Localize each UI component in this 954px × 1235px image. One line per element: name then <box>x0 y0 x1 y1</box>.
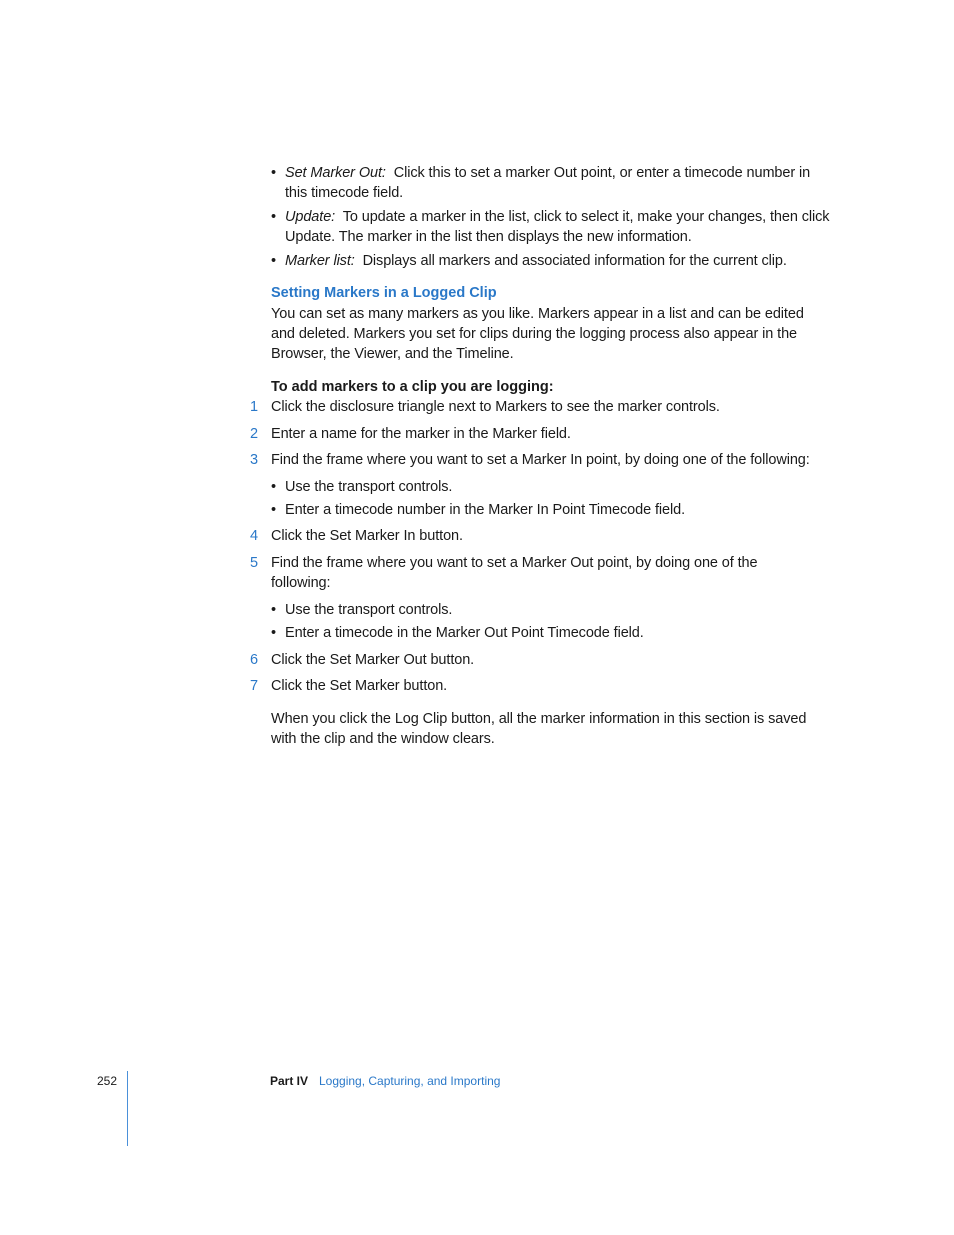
footer-chapter-title: Logging, Capturing, and Importing <box>319 1074 501 1088</box>
bullet-glyph: • <box>271 253 276 269</box>
step3-option-2 <box>271 500 831 520</box>
step-text: Click the Set Marker In button. <box>271 528 463 544</box>
option-text: Enter a timecode number in the Marker In Point Timecode field. <box>285 502 685 518</box>
bullet-text: Displays all markers and associated information for the current clip. <box>362 253 787 269</box>
option-text: Use the transport controls. <box>285 479 453 495</box>
step-5 <box>250 553 830 593</box>
option-text: Use the transport controls. <box>285 602 453 618</box>
bullet-marker-list <box>271 251 831 271</box>
page-number: 252 <box>97 1074 118 1088</box>
intro-paragraph: You can set as many markers as you like. Markers appear in a list and can be edited and deleted. Markers you set for clips during the logging process also appear in the Browser, the Viewer, and the Timeline. <box>271 306 804 362</box>
step5-option-1 <box>271 600 831 620</box>
procedure-title: To add markers to a clip you are logging: <box>271 379 554 395</box>
step-text: Enter a name for the marker in the Marker field. <box>271 426 571 442</box>
step-number: 5 <box>250 555 258 571</box>
bullet-term: Set Marker Out: <box>285 165 386 181</box>
step-number: 4 <box>250 528 258 544</box>
step-number: 6 <box>250 652 258 668</box>
step-number: 2 <box>250 426 258 442</box>
step-number: 7 <box>250 678 258 694</box>
footer-divider <box>127 1071 128 1146</box>
step-text: Find the frame where you want to set a Marker In point, by doing one of the following: <box>271 452 810 468</box>
step-3 <box>250 450 830 470</box>
step-number: 1 <box>250 399 258 415</box>
footer-part-label: Part IV <box>270 1074 309 1088</box>
bullet-glyph: • <box>271 165 276 181</box>
closing-paragraph: When you click the Log Clip button, all the marker information in this section is saved with the clip and the window clears. <box>271 711 807 747</box>
step-number: 3 <box>250 452 258 468</box>
bullet-set-marker-out <box>271 163 831 203</box>
bullet-glyph: • <box>271 602 276 618</box>
step-text: Click the disclosure triangle next to Markers to see the marker controls. <box>271 399 720 415</box>
step3-option-1 <box>271 477 831 497</box>
bullet-term: Marker list: <box>285 253 355 269</box>
option-text: Enter a timecode in the Marker Out Point Timecode field. <box>285 625 644 641</box>
bullet-glyph: • <box>271 502 276 518</box>
bullet-text: Click this to set a marker Out point, or enter a timecode number in this timecode field. <box>285 165 811 201</box>
bullet-glyph: • <box>271 209 276 225</box>
bullet-update <box>271 207 831 247</box>
step-1 <box>250 397 830 417</box>
step-4 <box>250 526 830 546</box>
step-text: Click the Set Marker button. <box>271 678 448 694</box>
step-7 <box>250 676 830 696</box>
step-text: Click the Set Marker Out button. <box>271 652 475 668</box>
bullet-text: To update a marker in the list, click to select it, make your changes, then click Update. The marker in the list then displays the new information. <box>285 209 830 245</box>
step-6 <box>250 650 830 670</box>
step5-option-2 <box>271 623 831 643</box>
bullet-glyph: • <box>271 479 276 495</box>
bullet-glyph: • <box>271 625 276 641</box>
step-text: Find the frame where you want to set a Marker Out point, by doing one of the following: <box>271 555 758 591</box>
bullet-term: Update: <box>285 209 336 225</box>
step-2 <box>250 424 830 444</box>
section-heading: Setting Markers in a Logged Clip <box>271 285 497 301</box>
